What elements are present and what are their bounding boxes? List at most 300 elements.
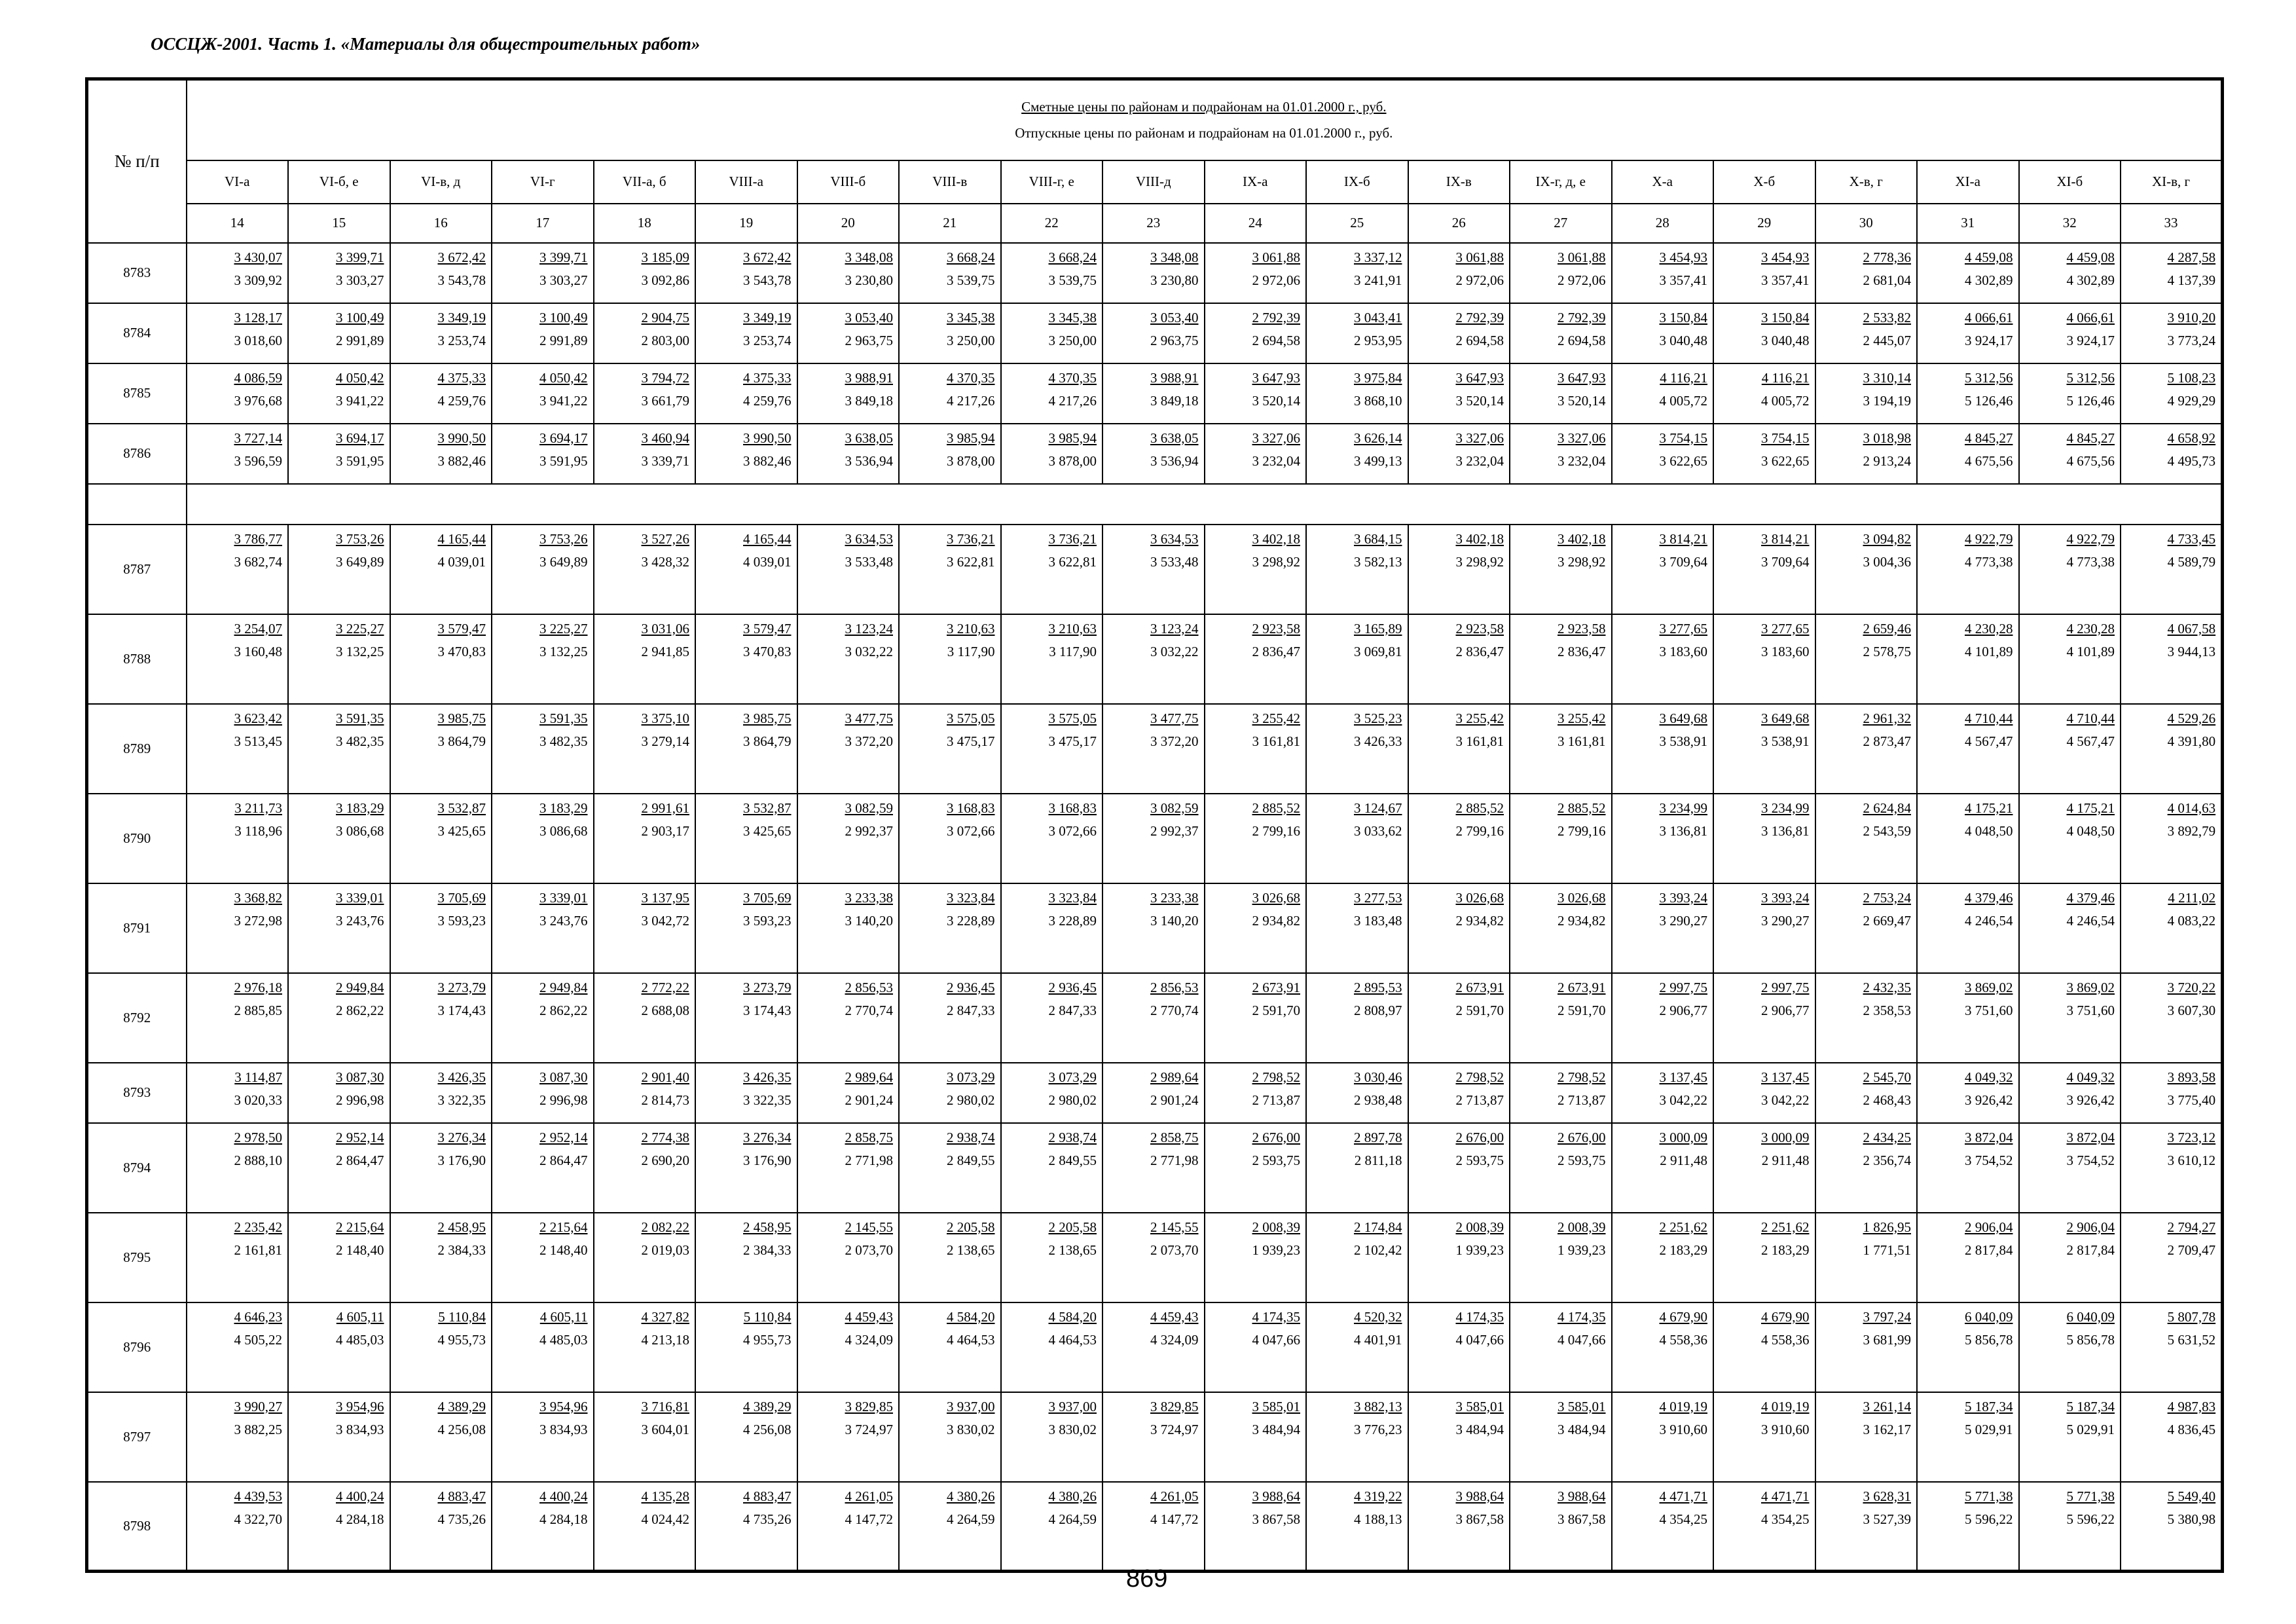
estimated-price: 5 312,56 (2066, 369, 2115, 386)
column-number: 18 (594, 204, 696, 243)
estimated-price: 3 694,17 (336, 430, 384, 446)
selling-price: 3 162,17 (1863, 1421, 1911, 1437)
region-header: VIII-г, е (1001, 160, 1103, 204)
price-cell (1815, 303, 1918, 363)
estimated-price: 3 168,83 (947, 800, 995, 816)
selling-price: 3 092,86 (641, 272, 689, 288)
estimated-price: 3 183,29 (336, 800, 384, 816)
selling-price: 2 593,75 (1455, 1152, 1504, 1168)
estimated-price: 2 205,58 (1048, 1219, 1097, 1235)
price-cell (1917, 525, 2019, 614)
selling-price: 3 849,18 (1150, 392, 1199, 409)
price-cell (390, 363, 492, 424)
selling-price: 1 939,23 (1252, 1242, 1300, 1258)
estimated-price: 2 798,52 (1252, 1069, 1300, 1085)
estimated-price: 2 659,46 (1863, 620, 1911, 637)
spacer-cell (187, 484, 2223, 525)
price-cell (288, 794, 390, 883)
selling-price: 4 256,08 (743, 1421, 792, 1437)
price-cell (1102, 794, 1205, 883)
estimated-price: 3 882,13 (1354, 1398, 1402, 1414)
price-cell (1510, 794, 1612, 883)
price-cell (1408, 1392, 1510, 1482)
selling-price: 2 356,74 (1863, 1152, 1911, 1168)
estimated-price: 2 753,24 (1863, 889, 1911, 906)
selling-price: 4 354,25 (1659, 1511, 1707, 1527)
selling-price: 3 926,42 (2066, 1092, 2115, 1108)
price-cell (1612, 243, 1714, 303)
price-cell (1306, 1302, 1408, 1392)
estimated-price: 2 673,91 (1455, 979, 1504, 995)
selling-price: 2 906,77 (1761, 1002, 1810, 1018)
price-cell (1306, 1482, 1408, 1572)
price-cell (1102, 973, 1205, 1063)
estimated-price: 3 579,47 (743, 620, 792, 637)
selling-price: 2 991,89 (336, 332, 384, 348)
estimated-price: 3 985,75 (743, 710, 792, 726)
selling-price: 4 147,72 (1150, 1511, 1199, 1527)
selling-price: 3 622,81 (1048, 553, 1097, 570)
selling-price: 3 032,22 (845, 643, 893, 659)
estimated-price: 3 225,27 (539, 620, 588, 637)
price-cell (594, 973, 696, 1063)
estimated-price: 4 679,90 (1659, 1308, 1707, 1325)
estimated-price: 3 723,12 (2167, 1129, 2216, 1145)
selling-price: 3 520,14 (1558, 392, 1606, 409)
estimated-price: 3 988,91 (845, 369, 893, 386)
estimated-price: 2 989,64 (845, 1069, 893, 1085)
estimated-price: 3 829,85 (1150, 1398, 1199, 1414)
price-cell (1815, 424, 1918, 484)
selling-price: 3 470,83 (437, 643, 486, 659)
selling-price: 3 773,24 (2167, 332, 2216, 348)
selling-price: 3 018,60 (234, 332, 282, 348)
price-cell (1815, 1213, 1918, 1302)
estimated-price: 3 225,27 (336, 620, 384, 637)
estimated-price: 2 856,53 (845, 979, 893, 995)
price-cell (492, 525, 594, 614)
estimated-price: 3 061,88 (1455, 249, 1504, 265)
selling-price: 2 591,70 (1455, 1002, 1504, 1018)
selling-price: 2 864,47 (539, 1152, 588, 1168)
selling-price: 5 856,78 (1965, 1331, 2013, 1348)
estimated-price: 4 584,20 (947, 1308, 995, 1325)
price-cell (1917, 794, 2019, 883)
estimated-price: 3 797,24 (1863, 1308, 1911, 1325)
estimated-price: 5 187,34 (2066, 1398, 2115, 1414)
selling-price: 2 972,06 (1455, 272, 1504, 288)
selling-price: 4 354,25 (1761, 1511, 1810, 1527)
estimated-price: 4 922,79 (1965, 530, 2013, 547)
estimated-price: 3 261,14 (1863, 1398, 1911, 1414)
estimated-price: 3 402,18 (1455, 530, 1504, 547)
selling-price: 2 911,48 (1660, 1152, 1707, 1168)
estimated-price: 3 460,94 (641, 430, 689, 446)
column-number: 15 (288, 204, 390, 243)
price-cell (1102, 1063, 1205, 1123)
estimated-price: 3 277,53 (1354, 889, 1402, 906)
price-cell (187, 1123, 289, 1213)
selling-price: 3 253,74 (743, 332, 792, 348)
estimated-price: 4 710,44 (1965, 710, 2013, 726)
selling-price: 3 425,65 (743, 822, 792, 839)
price-cell (390, 1302, 492, 1392)
selling-price: 3 086,68 (539, 822, 588, 839)
estimated-price: 5 771,38 (2066, 1488, 2115, 1504)
selling-price: 2 694,58 (1252, 332, 1300, 348)
price-cell (1408, 1123, 1510, 1213)
selling-price: 3 513,45 (234, 733, 282, 749)
estimated-price: 3 100,49 (336, 309, 384, 325)
region-header: VI-а (187, 160, 289, 204)
price-cell (899, 1063, 1001, 1123)
selling-price: 3 372,20 (845, 733, 893, 749)
price-cell (2121, 794, 2223, 883)
selling-price: 4 929,29 (2167, 392, 2216, 409)
estimated-price: 3 649,68 (1659, 710, 1707, 726)
estimated-price: 3 026,68 (1252, 889, 1300, 906)
estimated-price: 2 624,84 (1863, 800, 1911, 816)
estimated-price: 4 520,32 (1354, 1308, 1402, 1325)
selling-price: 3 118,96 (234, 822, 282, 839)
estimated-price: 3 988,64 (1252, 1488, 1300, 1504)
price-cell (1205, 1302, 1307, 1392)
selling-price: 3 830,02 (947, 1421, 995, 1437)
selling-price: 2 183,29 (1659, 1242, 1707, 1258)
price-cell (1917, 704, 2019, 794)
estimated-price: 3 339,01 (336, 889, 384, 906)
selling-price: 3 470,83 (743, 643, 792, 659)
price-cell (2121, 614, 2223, 704)
price-cell (1510, 1392, 1612, 1482)
estimated-price: 4 883,47 (437, 1488, 486, 1504)
estimated-price: 3 137,45 (1761, 1069, 1810, 1085)
region-header: IX-а (1205, 160, 1307, 204)
price-cell (1917, 973, 2019, 1063)
selling-price: 3 132,25 (539, 643, 588, 659)
price-cell (2121, 1063, 2223, 1123)
selling-price: 4 024,42 (641, 1511, 689, 1527)
selling-price: 4 213,18 (641, 1331, 689, 1348)
price-cell (899, 704, 1001, 794)
price-cell (1306, 363, 1408, 424)
selling-price: 2 468,43 (1863, 1092, 1911, 1108)
estimated-price: 4 380,26 (1048, 1488, 1097, 1504)
estimated-price: 3 477,75 (1150, 710, 1199, 726)
selling-price: 3 303,27 (336, 272, 384, 288)
selling-price: 3 042,22 (1761, 1092, 1810, 1108)
estimated-price: 4 230,28 (1965, 620, 2013, 637)
estimated-price: 4 584,20 (1048, 1308, 1097, 1325)
selling-price: 3 582,13 (1354, 553, 1402, 570)
estimated-price: 3 000,09 (1761, 1129, 1810, 1145)
estimated-price: 4 049,32 (2066, 1069, 2115, 1085)
estimated-price: 3 368,82 (234, 889, 282, 906)
price-cell (1713, 973, 1815, 1063)
selling-price: 2 963,75 (1150, 332, 1199, 348)
price-cell (2019, 704, 2121, 794)
price-cell (2019, 1392, 2121, 1482)
estimated-price: 3 623,42 (234, 710, 282, 726)
price-cell (1102, 303, 1205, 363)
estimated-price: 3 018,98 (1863, 430, 1911, 446)
estimated-price: 4 067,58 (2167, 620, 2216, 637)
price-cell (797, 1392, 900, 1482)
price-table-title (187, 79, 2223, 160)
selling-price: 4 558,36 (1761, 1331, 1810, 1348)
selling-price: 3 596,59 (234, 452, 282, 469)
selling-price: 4 567,47 (2066, 733, 2115, 749)
price-cell (594, 704, 696, 794)
price-cell (1510, 973, 1612, 1063)
selling-price: 2 770,74 (845, 1002, 893, 1018)
estimated-price: 3 937,00 (1048, 1398, 1097, 1414)
selling-price: 3 520,14 (1252, 392, 1300, 409)
price-cell (695, 1123, 797, 1213)
estimated-price: 4 375,33 (437, 369, 486, 386)
estimated-price: 3 185,09 (641, 249, 689, 265)
estimated-price: 4 086,59 (234, 369, 282, 386)
price-cell (2019, 363, 2121, 424)
price-cell (492, 424, 594, 484)
estimated-price: 4 019,19 (1761, 1398, 1810, 1414)
price-cell (797, 1302, 900, 1392)
price-cell (1306, 424, 1408, 484)
price-cell (1510, 243, 1612, 303)
price-cell (797, 794, 900, 883)
estimated-price: 2 989,64 (1150, 1069, 1199, 1085)
price-cell (797, 363, 900, 424)
selling-price: 2 938,48 (1354, 1092, 1402, 1108)
price-cell (187, 1063, 289, 1123)
estimated-price: 5 549,40 (2167, 1488, 2216, 1504)
estimated-price: 3 310,14 (1863, 369, 1911, 386)
estimated-price: 2 904,75 (641, 309, 689, 325)
price-cell (1408, 1482, 1510, 1572)
estimated-price: 4 389,29 (437, 1398, 486, 1414)
estimated-price: 2 792,39 (1455, 309, 1504, 325)
estimated-price: 4 175,21 (2066, 800, 2115, 816)
selling-price: 3 228,89 (1048, 912, 1097, 929)
selling-price: 4 264,59 (1048, 1511, 1097, 1527)
estimated-price: 2 215,64 (539, 1219, 588, 1235)
price-cell (492, 794, 594, 883)
title-line-2: Отпускные цены по районам и подрайонам на 01.01.2000 г., руб. (1015, 125, 1393, 141)
price-cell (1612, 1392, 1714, 1482)
selling-price: 2 358,53 (1863, 1002, 1911, 1018)
price-cell (2019, 243, 2121, 303)
column-number: 14 (187, 204, 289, 243)
selling-price: 3 882,46 (437, 452, 486, 469)
price-cell (1306, 614, 1408, 704)
selling-price: 4 391,80 (2167, 733, 2216, 749)
selling-price: 5 631,52 (2167, 1331, 2216, 1348)
estimated-price: 3 273,79 (743, 979, 792, 995)
selling-price: 2 808,97 (1354, 1002, 1402, 1018)
selling-price: 3 042,22 (1659, 1092, 1707, 1108)
estimated-price: 3 277,65 (1659, 620, 1707, 637)
selling-price: 3 230,80 (845, 272, 893, 288)
estimated-price: 2 997,75 (1659, 979, 1707, 995)
price-cell (492, 1302, 594, 1392)
selling-price: 2 972,06 (1252, 272, 1300, 288)
row-number: 8784 (87, 303, 187, 363)
price-cell (2121, 1302, 2223, 1392)
selling-price: 4 047,66 (1252, 1331, 1300, 1348)
selling-price: 2 138,65 (1048, 1242, 1097, 1258)
selling-price: 4 048,50 (1965, 822, 2013, 839)
price-cell (797, 525, 900, 614)
price-cell (1510, 1482, 1612, 1572)
estimated-price: 3 668,24 (947, 249, 995, 265)
selling-price: 4 188,13 (1354, 1511, 1402, 1527)
selling-price: 3 926,42 (1965, 1092, 2013, 1108)
estimated-price: 3 323,84 (947, 889, 995, 906)
selling-price: 3 161,81 (1558, 733, 1606, 749)
estimated-price: 2 997,75 (1761, 979, 1810, 995)
price-cell (1306, 1392, 1408, 1482)
estimated-price: 4 987,83 (2167, 1398, 2216, 1414)
price-cell (1001, 1213, 1103, 1302)
number-column-header: № п/п (87, 79, 187, 243)
selling-price: 3 183,60 (1761, 643, 1810, 659)
selling-price: 3 649,89 (539, 553, 588, 570)
estimated-price: 2 008,39 (1558, 1219, 1606, 1235)
price-cell (1612, 794, 1714, 883)
selling-price: 3 183,60 (1659, 643, 1707, 659)
price-cell (288, 424, 390, 484)
table-row (87, 424, 2223, 484)
selling-price: 3 536,94 (1150, 452, 1199, 469)
selling-price: 2 980,02 (1048, 1092, 1097, 1108)
price-cell (187, 1392, 289, 1482)
price-cell (2121, 973, 2223, 1063)
selling-price: 3 194,19 (1863, 392, 1911, 409)
estimated-price: 2 673,91 (1252, 979, 1300, 995)
estimated-price: 3 123,24 (845, 620, 893, 637)
selling-price: 3 086,68 (336, 822, 384, 839)
selling-price: 3 539,75 (1048, 272, 1097, 288)
column-number: 28 (1612, 204, 1714, 243)
price-cell (187, 1482, 289, 1572)
estimated-price: 4 261,05 (1150, 1488, 1199, 1504)
estimated-price: 2 885,52 (1455, 800, 1504, 816)
column-number: 17 (492, 204, 594, 243)
price-cell (899, 243, 1001, 303)
selling-price: 3 830,02 (1048, 1421, 1097, 1437)
estimated-price: 3 649,68 (1761, 710, 1810, 726)
selling-price: 3 250,00 (1048, 332, 1097, 348)
price-cell (797, 1482, 900, 1572)
price-cell (1815, 883, 1918, 973)
estimated-price: 3 053,40 (845, 309, 893, 325)
price-cell (288, 363, 390, 424)
estimated-price: 3 754,15 (1761, 430, 1810, 446)
selling-price: 3 724,97 (1150, 1421, 1199, 1437)
estimated-price: 3 337,12 (1354, 249, 1402, 265)
estimated-price: 2 952,14 (336, 1129, 384, 1145)
price-cell (187, 704, 289, 794)
price-cell (1408, 363, 1510, 424)
price-cell (1408, 973, 1510, 1063)
price-cell (1205, 1213, 1307, 1302)
price-cell (1713, 794, 1815, 883)
price-cell (492, 1063, 594, 1123)
estimated-price: 2 856,53 (1150, 979, 1199, 995)
estimated-price: 4 116,21 (1660, 369, 1707, 386)
estimated-price: 3 786,77 (234, 530, 282, 547)
price-cell (2019, 1123, 2121, 1213)
selling-price: 2 713,87 (1558, 1092, 1606, 1108)
selling-price: 3 230,80 (1150, 272, 1199, 288)
price-cell (1205, 883, 1307, 973)
estimated-price: 3 100,49 (539, 309, 588, 325)
price-cell (1917, 1392, 2019, 1482)
selling-price: 2 148,40 (539, 1242, 588, 1258)
price-cell (797, 614, 900, 704)
estimated-price: 3 954,96 (539, 1398, 588, 1414)
estimated-price: 2 923,58 (1558, 620, 1606, 637)
row-number: 8796 (87, 1302, 187, 1392)
title-line-1: Сметные цены по районам и подрайонам на 01.01.2000 г., руб. (1021, 99, 1387, 115)
price-cell (695, 424, 797, 484)
table-row (87, 363, 2223, 424)
estimated-price: 3 393,24 (1659, 889, 1707, 906)
price-cell (2121, 363, 2223, 424)
table-row (87, 1063, 2223, 1123)
selling-price: 2 161,81 (234, 1242, 282, 1258)
price-cell (1102, 614, 1205, 704)
estimated-price: 2 235,42 (234, 1219, 282, 1235)
region-header: XI-б (2019, 160, 2121, 204)
price-cell (390, 1482, 492, 1572)
estimated-price: 3 872,04 (2066, 1129, 2115, 1145)
price-cell (1408, 424, 1510, 484)
price-cell (594, 303, 696, 363)
price-cell (695, 363, 797, 424)
selling-price: 3 136,81 (1761, 822, 1810, 839)
estimated-price: 3 327,06 (1252, 430, 1300, 446)
selling-price: 3 944,13 (2167, 643, 2216, 659)
estimated-price: 3 990,50 (437, 430, 486, 446)
selling-price: 3 878,00 (947, 452, 995, 469)
selling-price: 3 372,20 (1150, 733, 1199, 749)
estimated-price: 3 073,29 (1048, 1069, 1097, 1085)
estimated-price: 2 938,74 (1048, 1129, 1097, 1145)
selling-price: 4 264,59 (947, 1511, 995, 1527)
price-cell (797, 883, 900, 973)
price-cell (695, 1302, 797, 1392)
selling-price: 4 101,89 (2066, 643, 2115, 659)
selling-price: 3 309,92 (234, 272, 282, 288)
estimated-price: 3 124,67 (1354, 800, 1402, 816)
price-cell (1205, 424, 1307, 484)
selling-price: 1 771,51 (1863, 1242, 1911, 1258)
estimated-price: 2 533,82 (1863, 309, 1911, 325)
row-number: 8789 (87, 704, 187, 794)
price-cell (1205, 243, 1307, 303)
estimated-price: 3 255,42 (1558, 710, 1606, 726)
price-cell (594, 614, 696, 704)
price-cell (288, 1392, 390, 1482)
price-cell (1001, 303, 1103, 363)
price-cell (1713, 303, 1815, 363)
price-cell (1001, 1302, 1103, 1392)
price-cell (797, 1063, 900, 1123)
selling-price: 2 906,77 (1659, 1002, 1707, 1018)
estimated-price: 2 008,39 (1252, 1219, 1300, 1235)
price-cell (899, 525, 1001, 614)
